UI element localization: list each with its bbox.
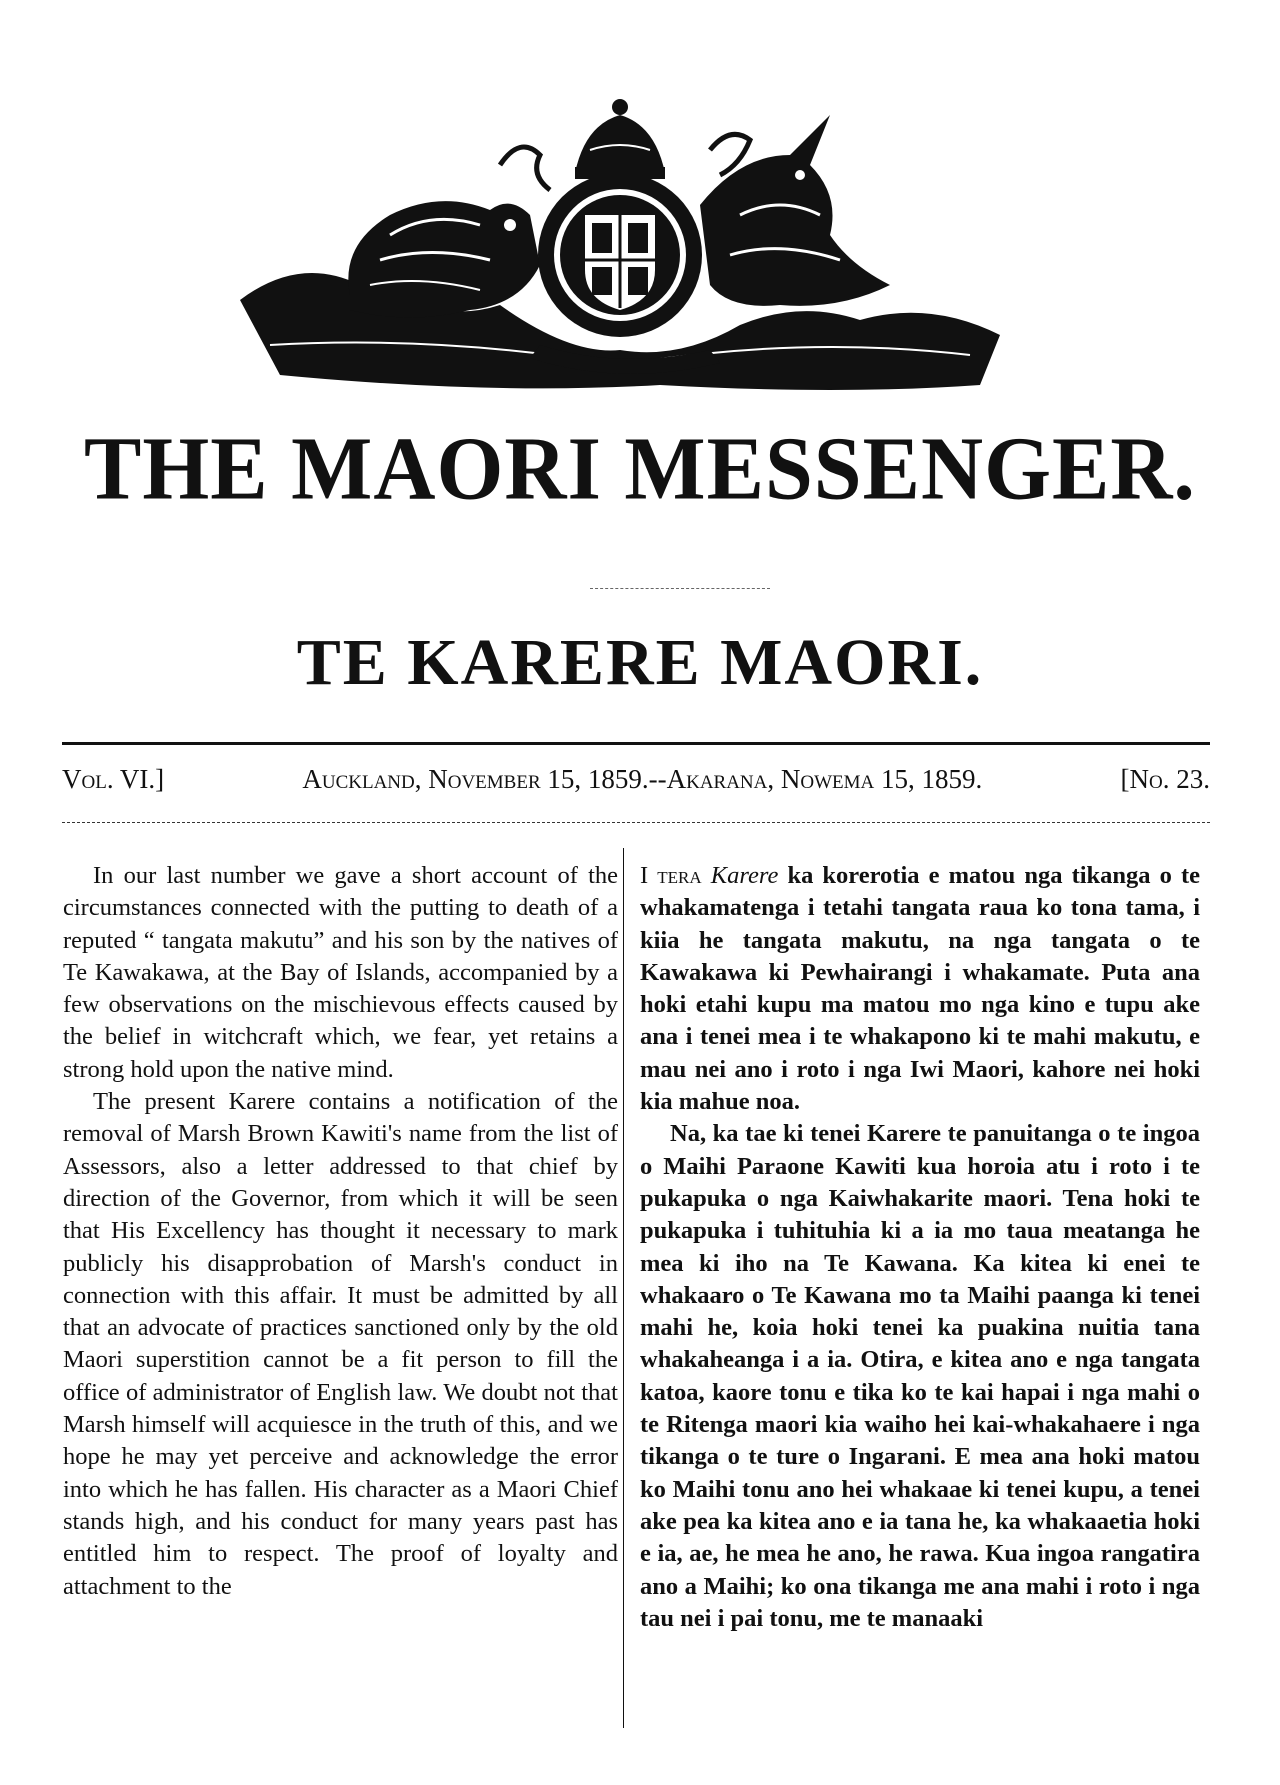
column-divider [623, 848, 624, 1728]
paragraph-en-1: In our last number we gave a short account of the circumstances connected with the putting to death of a reputed “ tangata makutu” and his son by the natives of Te Kawakawa, at the Bay of Islands, accompanied by a few observations on the mischievous effects caused by the belief in witchcraft which, we fear, yet retains a strong hold upon the native mind. [63, 862, 618, 1083]
volume-label: Vol. VI.] [62, 764, 165, 794]
article-maori [640, 860, 1200, 1635]
paragraph-mi-1 [640, 860, 1200, 1118]
article-english [63, 860, 618, 1603]
paragraph-mi-2: Na, ka tae ki tenei Karere te panuitanga o te ingoa o Maihi Paraone Kawiti kua horoia atu i roto i te pukapuka o nga Kaiwhakarite maori. Tena hoki te pukapuka i tuhituhia ki a ia mo taua meatanga he mea ki iho na Te Kawana. Ka kitea ki enei te whakaaro o Te Kawana mo ta Maihi paanga ki tenei mahi he, koia hoki tenei ka puakina nuitia tana whakaheanga i a ia. Otira, e kitea ano e nga tangata katoa, kaore tonu e tika ko te kai hapai i nga mahi o te Ritenga maori kia waiho hei kai-whakahaere i nga tikanga o te ture o Ingarani. E mea ana hoki matou ko Maihi tonu ano hei whakaae ki tenei kupu, a tenei ake pea ka kitea ano e ia tana he, ka whakaaetia hoki e ia, ae, he mea he ano, he rawa. Kua ingoa rangatira ano a Maihi; ko ona tikanga me ana mahi i roto i nga tau nei i pai tonu, me te manaaki [640, 1120, 1200, 1632]
lead-italic: Karere [710, 862, 779, 889]
ornamental-rule [590, 588, 770, 589]
lead-word: I tera [640, 862, 702, 889]
dateline [62, 764, 1210, 795]
paragraph-mi-1-rest: ka korerotia e matou nga tikanga o te whakamatenga i tetahi tangata raua ko tona tama, i kiia he tangata makutu, na nga tangata o te Kawakawa ki Pewhairangi i whakamate. Puta ana hoki etahi kupu ma matou mo nga kino e tupu ake ana i tenei mea i te whakapono ki te mahi makutu, e mau nei ano i roto i nga Iwi Maori, kahore nei hoki kia mahue noa. [640, 862, 1201, 1116]
masthead-title-mi: TE KARERE MAORI. [296, 626, 984, 699]
dateline-rule-top [62, 742, 1210, 745]
royal-coat-of-arms-icon [240, 95, 1000, 395]
masthead-title-en: THE MAORI MESSENGER. [84, 417, 1196, 519]
dateline-rule-bottom [62, 822, 1210, 823]
issue-number: [No. 23. [1120, 764, 1210, 794]
place-date: Auckland, November 15, 1859.--Akarana, Nowema 15, 1859. [302, 764, 983, 794]
paragraph-en-2: The present Karere contains a notification of the removal of Marsh Brown Kawiti's name from the list of Assessors, also a letter addressed to that chief by direction of the Governor, from which it will be seen that His Excellency has thought it necessary to mark publicly his disapprobation of Marsh's conduct in connection with this affair. It must be admitted by all that an advocate of practices sanctioned only by the old Maori superstition cannot be a fit person to fill the office of administrator of English law. We doubt not that Marsh himself will acquiesce in the truth of this, and we hope he may yet perceive and acknowledge the error into which he has fallen. His character as a Maori Chief stands high, and his conduct for many years past has entitled him to respect. The proof of loyalty and attachment to the [63, 1088, 618, 1600]
